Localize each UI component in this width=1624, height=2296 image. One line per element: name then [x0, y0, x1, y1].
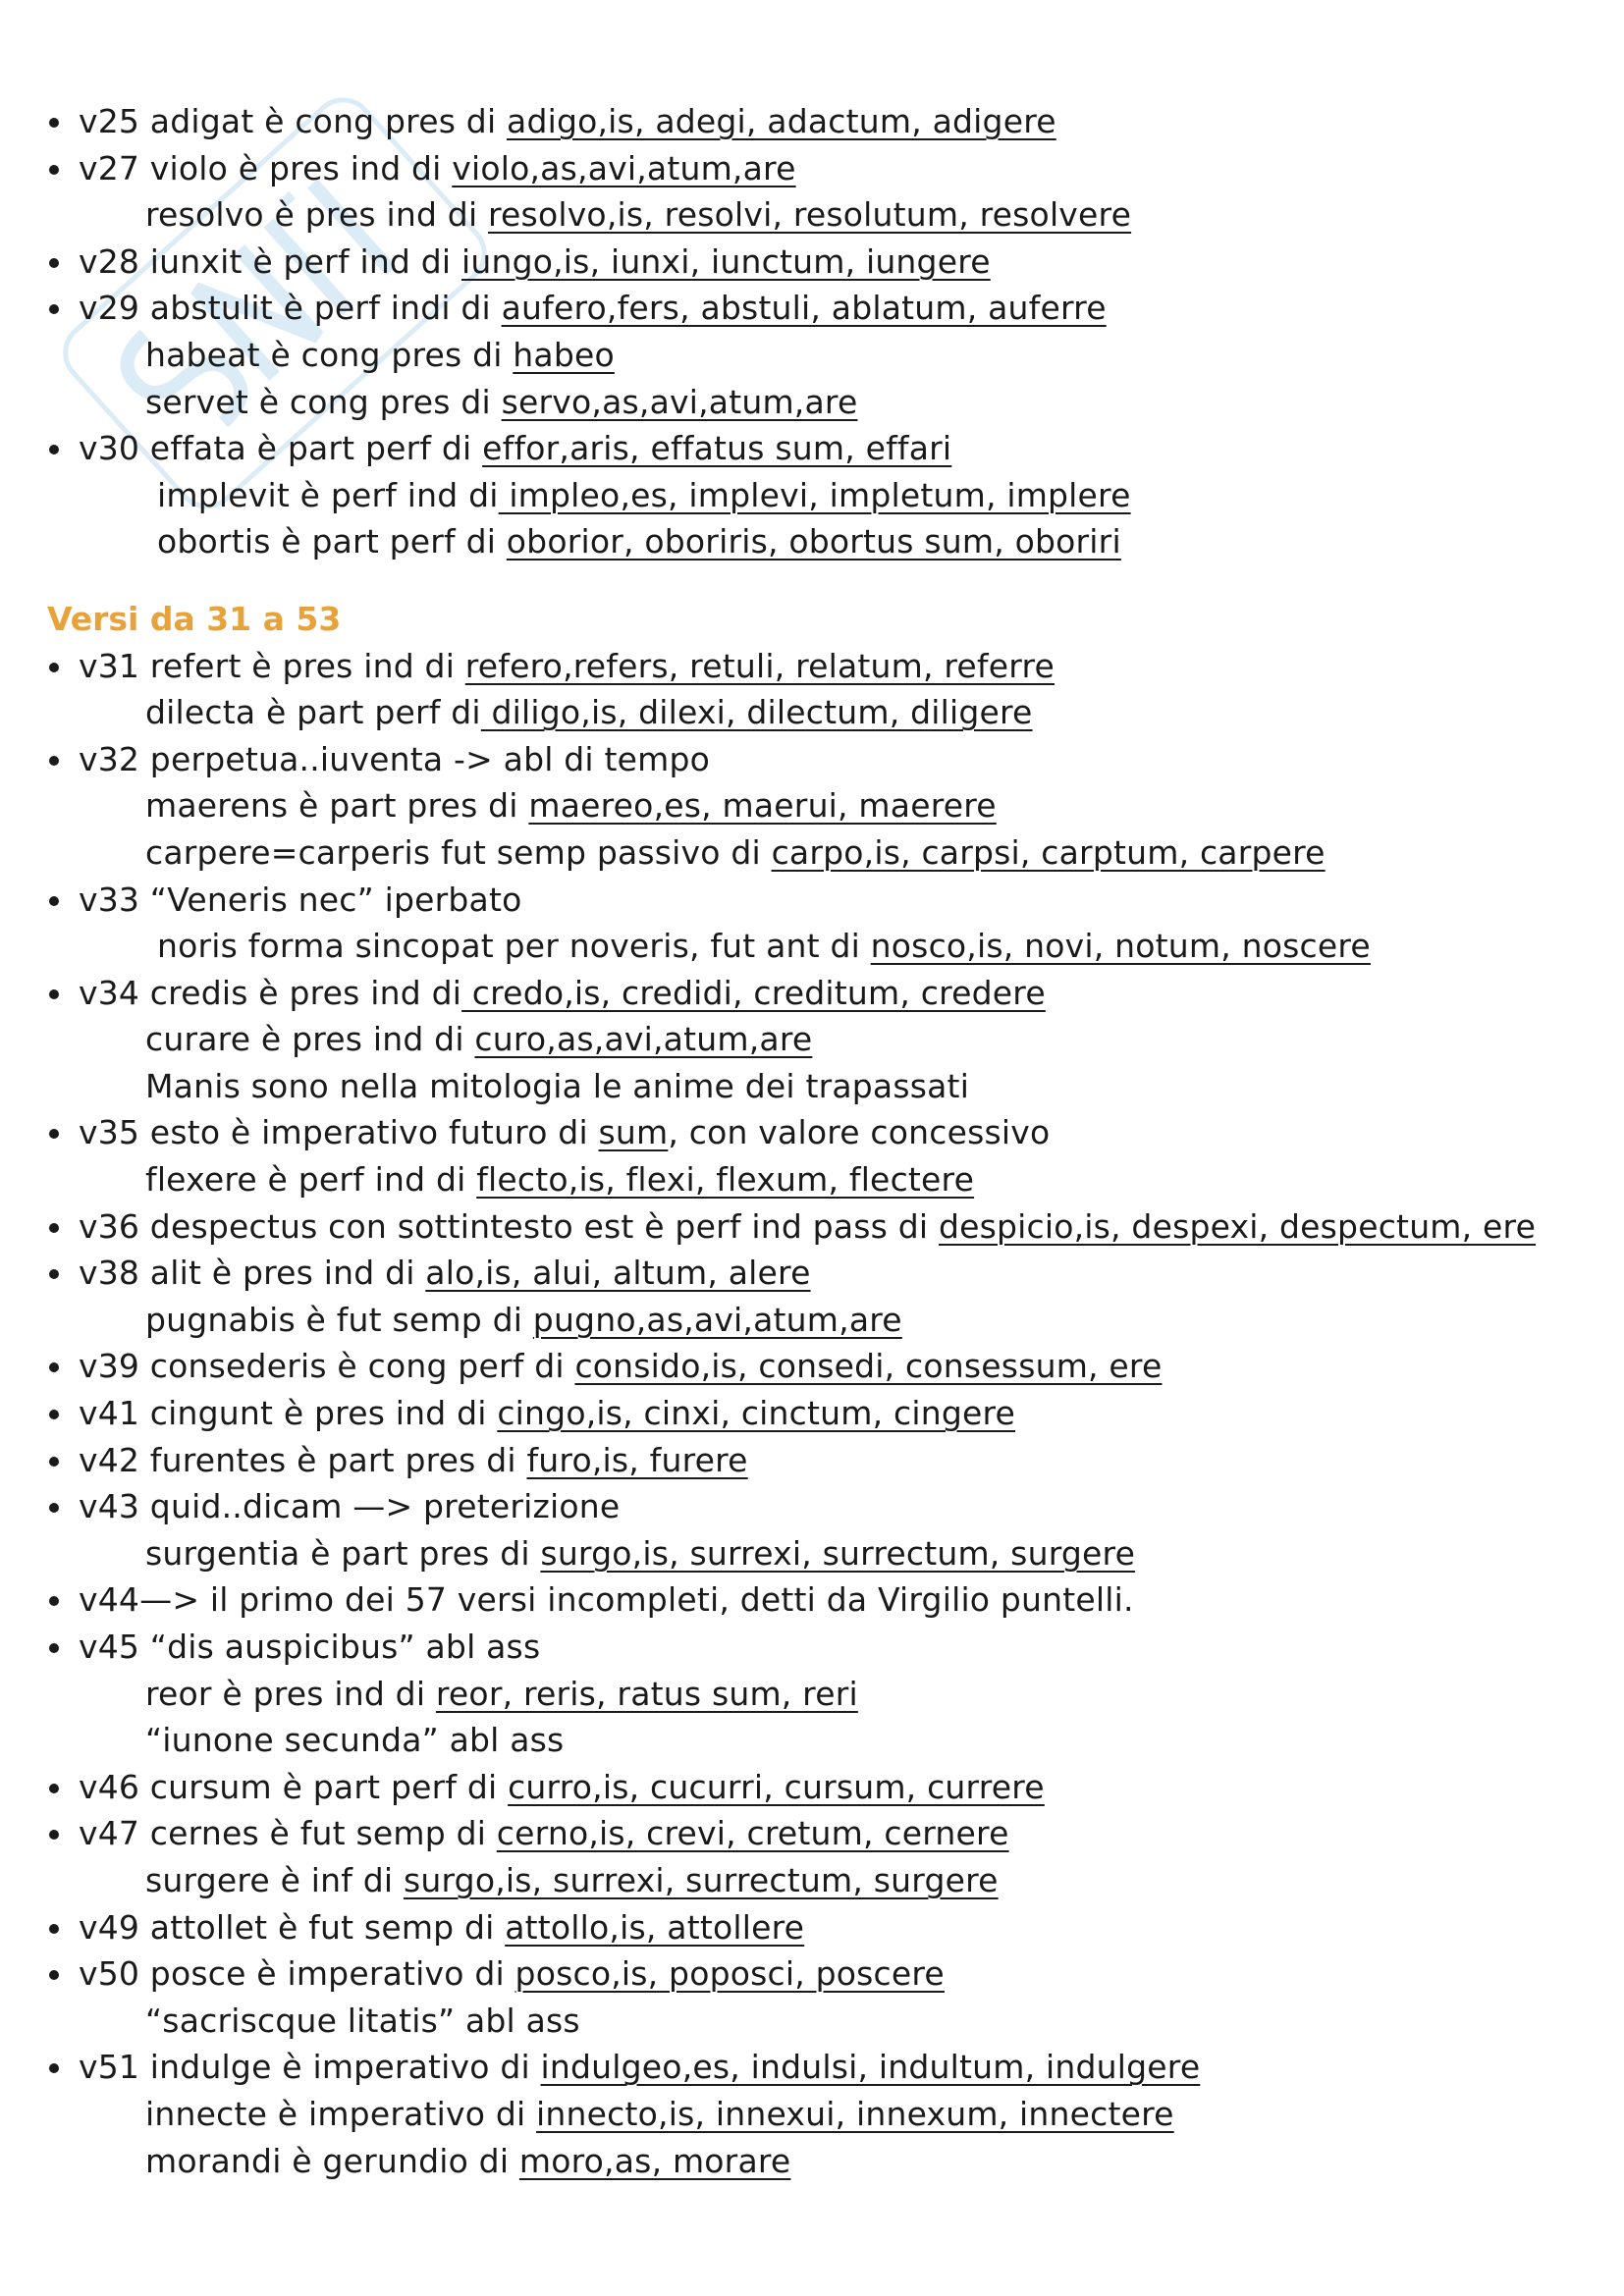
note-text: carpere=carperis fut semp passivo di	[145, 832, 772, 872]
note-continuation-line	[47, 2138, 1579, 2185]
paradigm-underlined: pugno,as,avi,atum,are	[532, 1300, 902, 1339]
note-text: v34 credis è pres ind di	[79, 973, 462, 1012]
note-bullet-line	[47, 1576, 1579, 1624]
note-text: v51 indulge è imperativo di	[79, 2048, 541, 2087]
paradigm-underlined: cingo,is, cinxi, cinctum, cingere	[497, 1394, 1016, 1433]
document-body	[47, 98, 1579, 2184]
note-continuation-line	[47, 472, 1579, 519]
note-text: v45 “dis auspicibus” abl ass	[79, 1628, 541, 1666]
note-text: habeat è cong pres di	[145, 335, 514, 374]
note-bullet-line	[47, 970, 1579, 1017]
note-continuation-line	[47, 1671, 1579, 1718]
note-text: Manis sono nella mitologia le anime dei trapassati	[145, 1066, 970, 1105]
note-text: v39 consederis è cong perf di	[79, 1347, 575, 1386]
paradigm-underlined: adigo,is, adegi, adactum, adigere	[507, 102, 1056, 140]
paradigm-underlined: carpo,is, carpsi, carptum, carpere	[771, 832, 1326, 872]
note-continuation-line	[47, 1530, 1579, 1577]
note-continuation-line	[47, 379, 1579, 426]
note-bullet-line	[47, 1483, 1579, 1530]
paradigm-underlined: despicio,is, despexi, despectum, ere	[938, 1206, 1537, 1246]
note-text: morandi è gerundio di	[145, 2141, 519, 2180]
note-text: v38 alit è pres ind di	[79, 1254, 426, 1293]
note-text: “sacriscque litatis” abl ass	[145, 2001, 580, 2040]
note-text: v32 perpetua..iuventa -> abl di tempo	[79, 739, 711, 778]
note-text: obortis è part perf di	[157, 522, 507, 561]
note-bullet-line	[47, 1764, 1579, 1811]
note-text: v27 violo è pres ind di	[79, 148, 453, 187]
paradigm-underlined: curro,is, cucurri, cursum, currere	[508, 1767, 1045, 1806]
note-bullet-line	[47, 98, 1579, 145]
note-text: noris forma sincopat per noveris, fut ant di	[157, 927, 871, 966]
note-continuation-line	[47, 1857, 1579, 1904]
paradigm-underlined: indulgeo,es, indulsi, indultum, indulgere	[540, 2048, 1201, 2087]
paradigm-underlined: nosco,is, novi, notum, noscere	[870, 927, 1371, 966]
note-continuation-line	[47, 1156, 1579, 1203]
paradigm-underlined: credo,is, credidi, creditum, credere	[461, 973, 1046, 1012]
note-continuation-line	[47, 1717, 1579, 1764]
note-text: v43 quid..dicam —> preterizione	[79, 1487, 621, 1526]
note-text: v35 esto è imperativo futuro di	[79, 1113, 599, 1152]
section-heading: Versi da 31 a 53	[47, 599, 342, 638]
note-text: servet è cong pres di	[145, 382, 502, 421]
note-text: v31 refert è pres ind di	[79, 646, 465, 685]
note-text: reor è pres ind di	[145, 1674, 436, 1713]
note-text: v44—> il primo dei 57 versi incompleti, detti da Virgilio puntelli.	[79, 1580, 1134, 1620]
note-text: v36 despectus con sottintesto est è perf ind pass di	[79, 1206, 939, 1246]
paradigm-underlined: curo,as,avi,atum,are	[474, 1020, 813, 1059]
paradigm-underlined: sum	[598, 1113, 669, 1152]
paradigm-underlined: furo,is, furere	[526, 1440, 748, 1479]
note-bullet-line	[47, 1624, 1579, 1671]
note-bullet-line	[47, 1390, 1579, 1437]
note-bullet-line	[47, 425, 1579, 472]
paradigm-underlined: surgo,is, surrexi, surrectum, surgere	[403, 1860, 999, 1899]
note-bullet-line	[47, 1810, 1579, 1857]
paradigm-underlined: resolvo,is, resolvi, resolutum, resolvere	[488, 195, 1132, 235]
paradigm-underlined: flecto,is, flexi, flexum, flectere	[476, 1160, 975, 1200]
note-text: v33 “Veneris nec” iperbato	[79, 880, 522, 919]
note-text: v42 furentes è part pres di	[79, 1440, 527, 1479]
note-bullet-line	[47, 1250, 1579, 1297]
paradigm-underlined: surgo,is, surrexi, surrectum, surgere	[540, 1533, 1136, 1573]
paradigm-underlined: moro,as, morare	[518, 2141, 791, 2180]
note-text: v41 cingunt è pres ind di	[79, 1394, 498, 1433]
paradigm-underlined: posco,is, poposci, poscere	[514, 1954, 945, 1994]
note-continuation-line	[47, 829, 1579, 877]
note-text: flexere è perf ind di	[145, 1160, 477, 1200]
paradigm-underlined: aufero,fers, abstuli, ablatum, auferre	[501, 289, 1107, 328]
note-continuation-line	[47, 191, 1579, 239]
note-text: v50 posce è imperativo di	[79, 1954, 515, 1994]
note-text: implevit è perf ind di	[157, 475, 499, 514]
note-text: v25 adigat è cong pres di	[79, 102, 508, 140]
note-text: v47 cernes è fut semp di	[79, 1814, 497, 1853]
note-bullet-line	[47, 239, 1579, 286]
paradigm-underlined: impleo,es, implevi, impletum, implere	[498, 475, 1131, 514]
paradigm-underlined: effor,aris, effatus sum, effari	[482, 429, 952, 468]
note-continuation-line	[47, 923, 1579, 970]
note-bullet-line	[47, 1109, 1579, 1156]
note-text: innecte è imperativo di	[145, 2094, 537, 2133]
note-bullet-line	[47, 1904, 1579, 1951]
note-text: “iunone secunda” abl ass	[145, 1721, 565, 1760]
paradigm-underlined: diligo,is, dilexi, dilectum, diligere	[480, 693, 1033, 732]
paradigm-underlined: oborior, oboriris, obortus sum, oboriri	[506, 522, 1121, 561]
paradigm-underlined: habeo	[513, 335, 615, 374]
note-bullet-line	[47, 2044, 1579, 2091]
note-bullet-line	[47, 1203, 1579, 1251]
note-text: v49 attollet è fut semp di	[79, 1907, 506, 1947]
note-continuation-line	[47, 1063, 1579, 1110]
note-continuation-line	[47, 1297, 1579, 1344]
note-text: surgentia è part pres di	[145, 1533, 541, 1573]
paradigm-underlined: reor, reris, ratus sum, reri	[435, 1674, 858, 1713]
note-text: maerens è part pres di	[145, 786, 529, 826]
note-continuation-line	[47, 689, 1579, 736]
paradigm-underlined: iungo,is, iunxi, iunctum, iungere	[460, 241, 991, 281]
note-bullet-line	[47, 1437, 1579, 1484]
note-bullet-line	[47, 643, 1579, 690]
note-continuation-line	[47, 1016, 1579, 1063]
paradigm-underlined: maereo,es, maerui, maerere	[528, 786, 997, 826]
paradigm-underlined: cerno,is, crevi, cretum, cernere	[496, 1814, 1009, 1853]
note-text: dilecta è part perf di	[145, 693, 481, 732]
note-text: curare è pres ind di	[145, 1020, 475, 1059]
note-continuation-line	[47, 782, 1579, 829]
note-text: v46 cursum è part perf di	[79, 1767, 509, 1806]
note-bullet-line	[47, 736, 1579, 783]
paradigm-underlined: violo,as,avi,atum,are	[452, 148, 796, 187]
paradigm-underlined: servo,as,avi,atum,are	[501, 382, 858, 421]
note-text: v29 abstulit è perf indi di	[79, 289, 502, 328]
note-text: v28 iunxit è perf ind di	[79, 241, 461, 281]
note-continuation-line	[47, 518, 1579, 565]
note-bullet-line	[47, 145, 1579, 192]
note-bullet-line	[47, 285, 1579, 332]
note-text: v30 effata è part perf di	[79, 429, 483, 468]
note-text: surgere è inf di	[145, 1860, 404, 1899]
note-bullet-line	[47, 877, 1579, 924]
note-continuation-line	[47, 332, 1579, 379]
paradigm-underlined: attollo,is, attollere	[505, 1907, 805, 1947]
paradigm-underlined: alo,is, alui, altum, alere	[425, 1254, 811, 1293]
notes-list-bottom	[47, 643, 1579, 2185]
note-text: pugnabis è fut semp di	[145, 1300, 533, 1339]
paradigm-underlined: innecto,is, innexui, innexum, innectere	[536, 2094, 1174, 2133]
paradigm-underlined: refero,refers, retuli, relatum, referre	[464, 646, 1055, 685]
note-continuation-line	[47, 1998, 1579, 2045]
note-text-after: , con valore concessivo	[668, 1113, 1051, 1152]
note-continuation-line	[47, 2091, 1579, 2138]
note-bullet-line	[47, 1950, 1579, 1998]
note-text: resolvo è pres ind di	[145, 195, 488, 235]
note-bullet-line	[47, 1343, 1579, 1390]
paradigm-underlined: consido,is, consedi, consessum, ere	[574, 1347, 1163, 1386]
notes-list-top	[47, 98, 1579, 565]
